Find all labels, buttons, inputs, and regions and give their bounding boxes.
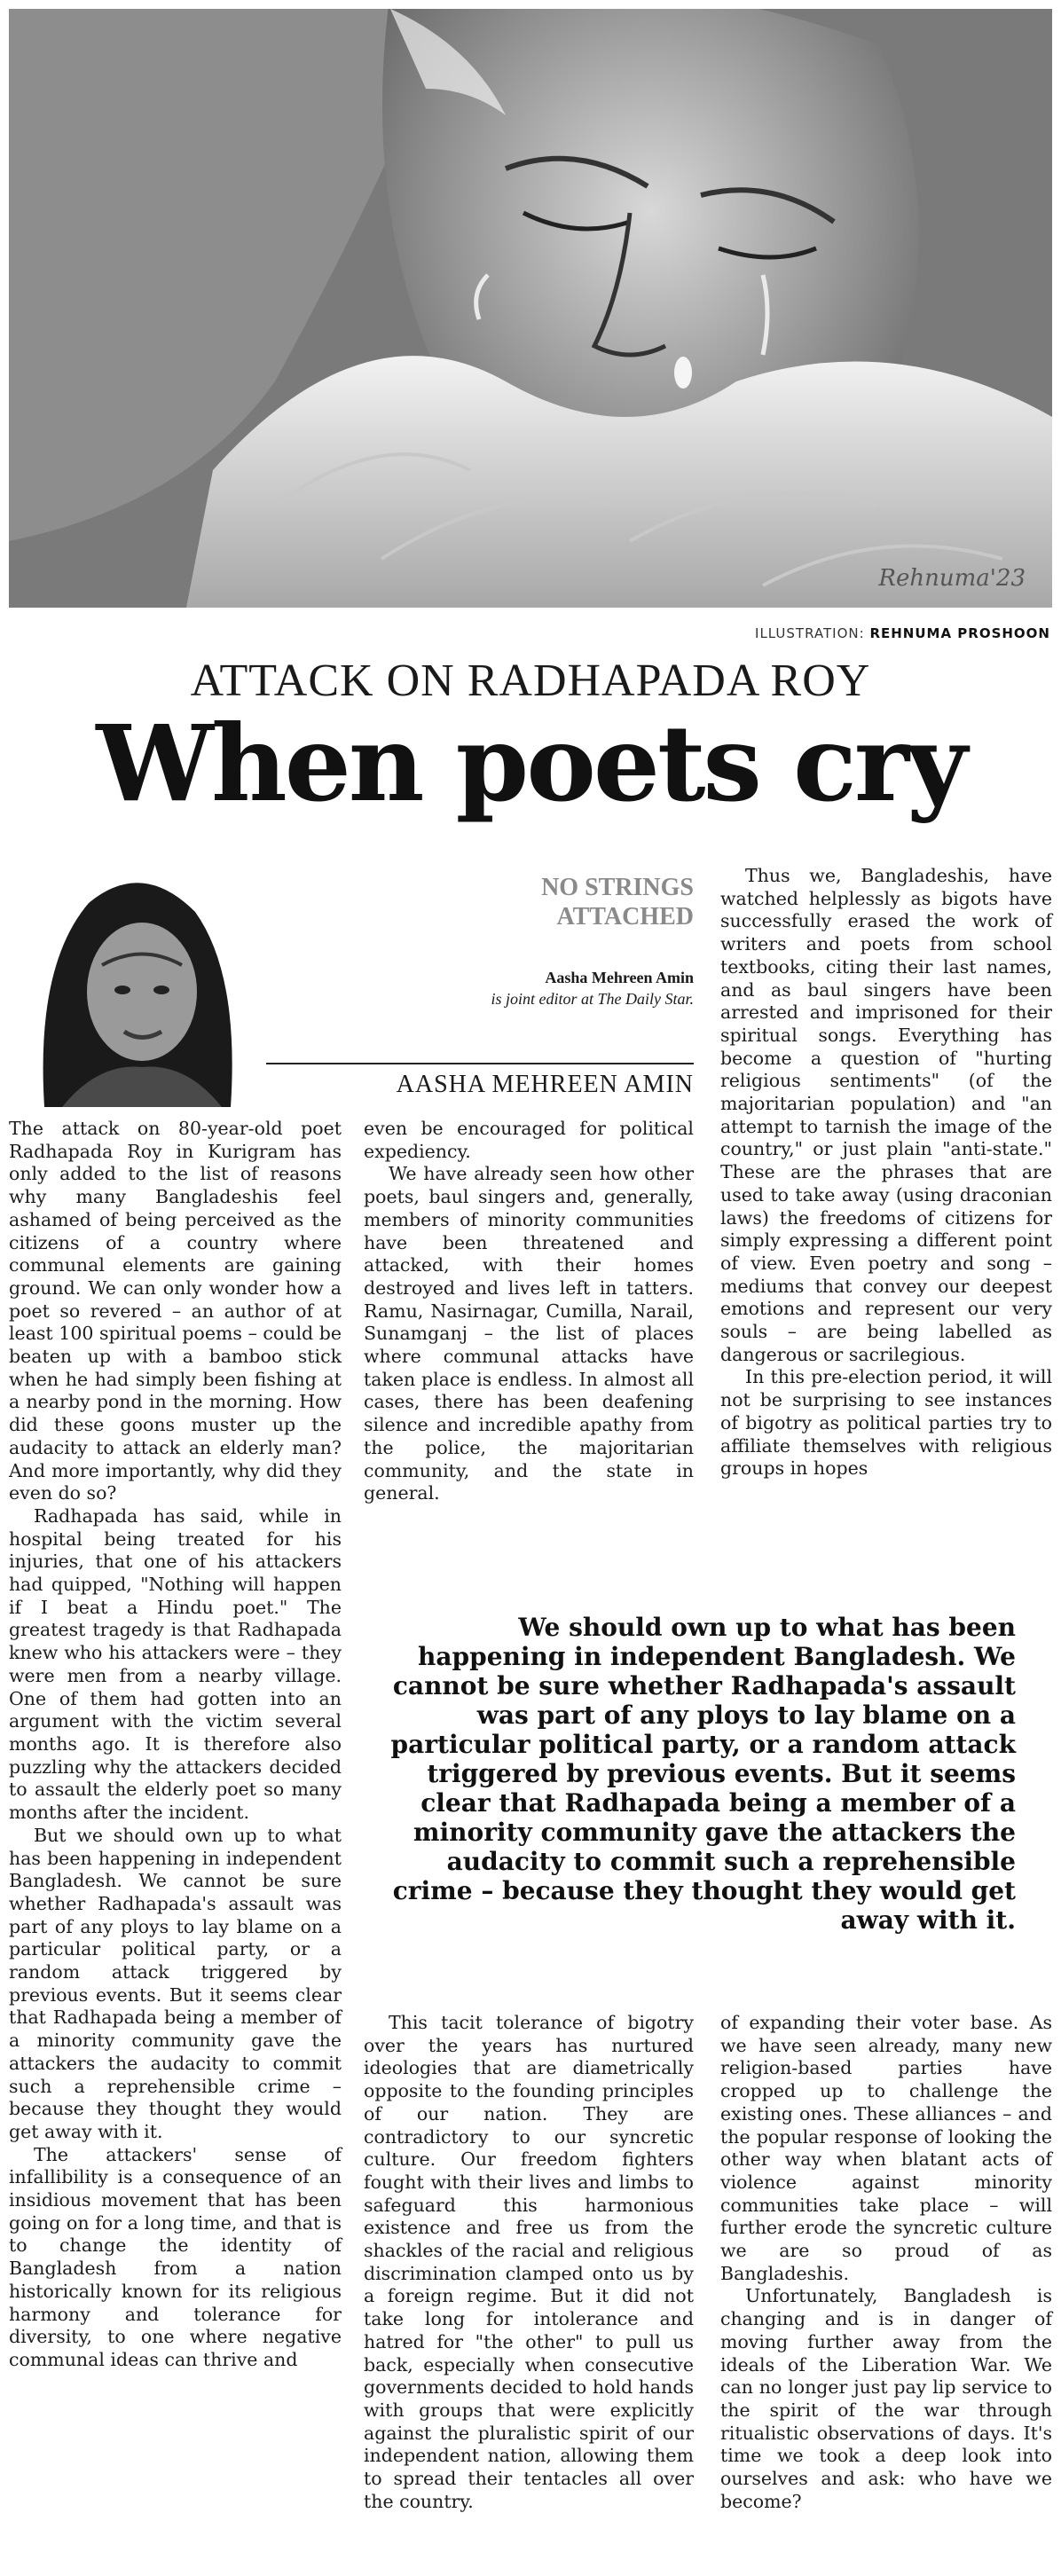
- bio-suffix: .: [689, 990, 694, 1008]
- article-headline: When poets cry: [96, 702, 965, 825]
- article-column-3-bottom: [720, 2012, 1052, 2513]
- column-name-line2: ATTACHED: [556, 903, 694, 931]
- paragraph: even be encouraged for political expediency.: [364, 1118, 694, 1162]
- credit-label: ILLUSTRATION:: [755, 625, 865, 641]
- article-column-3-top: [720, 865, 1052, 1480]
- illustration-signature: Rehnuma'23: [878, 565, 1026, 592]
- byline-divider: [266, 1063, 694, 1064]
- paragraph: This tacit tolerance of bigotry over the years has nurtured ideologies that are diametrically opposite to the founding principles of our nation. They are contradictory to our syncretic culture. Our freedom fighters fought with their lives and limbs to safeguard this harmonious existence and free us from the shackles of the racial and religious discrimination clamped onto us by a foreign regime. But it did not take long for intolerance and hatred for "the other" to pull us back, especially when consecutive governments decided to hold hands with groups that were explicitly against the pluralistic spirit of our independent nation, allowing them to spread their tentacles all over the country.: [364, 2012, 694, 2512]
- bio-publication: The Daily Star: [597, 990, 690, 1008]
- credit-name: REHNUMA PROSHOON: [869, 625, 1050, 641]
- byline: AASHA MEHREEN AMIN: [396, 1071, 694, 1098]
- paragraph: We have already seen how other poets, baul singers and, generally, members of minority communities have been threatened and attacked, with their homes destroyed and lives left in tatters. Ramu, Nasirnagar, Cumilla, Narail, Sunamganj – the list of places where communal attacks have taken place is endless. In almost all cases, there has been deafening silence and incredible apathy from the police, the majoritarian community, and the state in general.: [364, 1163, 694, 1504]
- paragraph: Unfortunately, Bangladesh is changing and is in danger of moving further away from the ideals of the Liberation War. We can no longer just pay lip service to the spirit of the war through ritualistic observations of days. It's time we took a deep look into ourselves and ask: who have we become?: [720, 2285, 1052, 2512]
- paragraph: Radhapada has said, while in hospital being treated for his injuries, that one of his attackers had quipped, "Nothing will happen if I beat a Hindu poet." The greatest tragedy is that Radhapada knew who his attackers were – they were men from a nearby village. One of them had gotten into an argument with the victim several months ago. It is therefore also puzzling why the attackers decided to assault the elderly poet so many months after the incident.: [9, 1504, 342, 1824]
- crying-poet-illustration: [9, 9, 1052, 608]
- paragraph: The attack on 80-year-old poet Radhapada Roy in Kurigram has only added to the list of reasons why many Bangladeshis feel ashamed of being perceived as the citizens of a country where communal elements are gaining ground. We can only wonder how a poet so revered – an author of at least 100 spiritual poems – could be beaten up with a bamboo stick when he had simply been fishing at a nearby pond in the morning. How did these goons muster up the audacity to attack an elderly man? And more importantly, why did they even do so?: [9, 1118, 342, 1504]
- column-name-line1: NO STRINGS: [541, 874, 694, 901]
- paragraph: Thus we, Bangladeshis, have watched helplessly as bigots have successfully erased the work of writers and poets from school textbooks, citing their last names, and as baul singers have been arrested and imprisoned for their spiritual songs. Everything has become a question of "hurting religious sentiments" (of the majoritarian population) and "an attempt to tarnish the image of the country," or just plain "anti-state." These are the phrases that are used to take away (using draconian laws) the freedoms of citizens for simply expressing a different point of view. Even poetry and song – mediums that convey our deepest emotions and represent our very souls – are being labelled as dangerous or sacrilegious.: [720, 865, 1052, 1365]
- paragraph: In this pre-election period, it will not be surprising to see instances of bigotry as political parties try to affiliate themselves with religious groups in hopes: [720, 1366, 1052, 1480]
- bio-prefix: is joint editor at: [491, 990, 598, 1008]
- author-bio: [373, 990, 694, 1009]
- article-column-2-top: [364, 1118, 694, 1505]
- illustration-credit: [755, 625, 1050, 641]
- paragraph: But we should own up to what has been happening in independent Bangladesh. We cannot be sure whether Radhapada's assault was part of any ploys to lay blame on a particular political party, or a random attack triggered by previous events. But it seems clear that Radhapada being a member of a minority community gave the attackers the audacity to commit such a reprehensible crime – because they thought they would get away with it.: [9, 1824, 342, 2142]
- column-name: [426, 873, 694, 931]
- article-column-1: [9, 1118, 342, 2372]
- article-column-2-bottom: [364, 2012, 694, 2513]
- pull-quote: We should own up to what has been happening in independent Bangladesh. We cannot be sure whether Radhapada's assault was part of any ploys to lay blame on a particular political party, or a random attack triggered by previous events. But it seems clear that Radhapada being a member of a minority community gave the attackers the audacity to commit such a reprehensible crime – because they thought they would get away with it.: [390, 1613, 1016, 1935]
- illustration-drawing: [9, 9, 1052, 608]
- author-photo: [9, 859, 266, 1107]
- paragraph: The attackers' sense of infallibility is a consequence of an insidious movement that has been going on for a long time, and that is to change the identity of Bangladesh from a nation historically known for its religious harmony and tolerance for diversity, to one where negative communal ideas can thrive and: [9, 2143, 342, 2370]
- article-kicker: ATTACK ON RADHAPADA ROY: [190, 656, 871, 706]
- paragraph: of expanding their voter base. As we have seen already, many new religion-based parties have cropped up to challenge the existing ones. These alliances – and the popular response of looking the other way when blatant acts of violence against minority communities take place – will further erode the syncretic culture we are so proud of as Bangladeshis.: [720, 2012, 1052, 2284]
- author-name: Aasha Mehreen Amin: [545, 969, 694, 986]
